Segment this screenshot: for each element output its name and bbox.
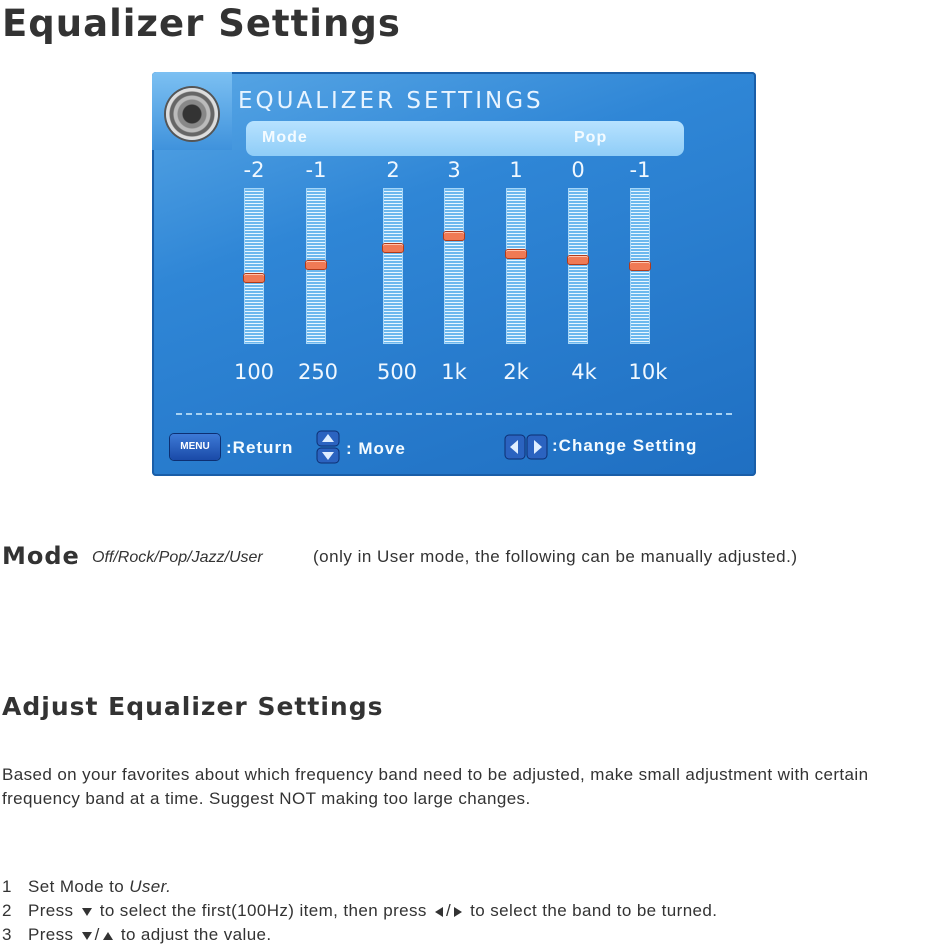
slider-knob[interactable]: [383, 244, 403, 252]
left-right-arrows-icon: [504, 434, 548, 460]
down-arrow-icon: [82, 932, 92, 940]
mode-options: Off/Rock/Pop/Jazz/User: [92, 549, 263, 566]
equalizer-osd-panel: [152, 72, 756, 476]
step-3: 3 Press / to adjust the value.: [2, 925, 272, 944]
step-text: Set Mode to: [28, 877, 130, 896]
step-2: 2 Press to select the first(100Hz) item, then press / to select the band to be turned.: [2, 901, 718, 920]
mode-selector[interactable]: [246, 121, 684, 156]
band-frequency: 2k: [503, 360, 529, 384]
step-text-user: User.: [129, 877, 172, 896]
step-text: Press: [28, 925, 79, 944]
up-down-arrows-icon: [316, 430, 340, 464]
step-number: 2: [2, 901, 12, 920]
slider-knob[interactable]: [244, 274, 264, 282]
mode-value: Pop: [574, 129, 608, 146]
move-hint: : Move: [346, 439, 406, 458]
slider-knob[interactable]: [568, 256, 588, 264]
band-value: 1: [509, 158, 523, 182]
menu-button[interactable]: MENU: [170, 434, 220, 460]
slider-knob[interactable]: [444, 232, 464, 240]
band-value: -1: [305, 158, 327, 182]
band-frequency: 4k: [571, 360, 597, 384]
change-setting-hint: :Change Setting: [552, 436, 698, 455]
band-value: -1: [629, 158, 651, 182]
mode-heading: Mode: [2, 542, 80, 570]
band-value: 3: [447, 158, 461, 182]
step-text: to adjust the value.: [115, 925, 272, 944]
band-value: -2: [243, 158, 265, 182]
step-text: Press: [28, 901, 79, 920]
band-frequency: 250: [297, 360, 339, 384]
band-slider-500[interactable]: [383, 188, 403, 344]
divider: [176, 413, 732, 415]
band-slider-100[interactable]: [244, 188, 264, 344]
return-hint: :Return: [226, 438, 294, 457]
band-slider-250[interactable]: [306, 188, 326, 344]
osd-title: EQUALIZER SETTINGS: [238, 88, 544, 114]
band-frequency: 100: [233, 360, 275, 384]
band-frequency: 500: [376, 360, 418, 384]
band-frequency: 10k: [628, 360, 668, 384]
up-arrow-icon: [103, 932, 113, 940]
step-text: to select the band to be turned.: [465, 901, 718, 920]
adjust-paragraph: Based on your favorites about which frequency band need to be adjusted, make small adjustment with certain frequency band at a time. Suggest NOT making too large changes.: [2, 765, 869, 808]
right-arrow-icon: [454, 907, 462, 917]
band-slider-4k[interactable]: [568, 188, 588, 344]
step-number: 3: [2, 925, 12, 944]
step-1: [2, 877, 171, 897]
adjust-heading: Adjust Equalizer Settings: [2, 692, 384, 721]
down-arrow-icon: [82, 908, 92, 916]
slider-knob[interactable]: [630, 262, 650, 270]
band-slider-10k[interactable]: [630, 188, 650, 344]
band-value: 2: [386, 158, 400, 182]
slider-knob[interactable]: [506, 250, 526, 258]
left-arrow-icon: [435, 907, 443, 917]
slider-knob[interactable]: [306, 261, 326, 269]
band-frequency: 1k: [441, 360, 467, 384]
step-number: 1: [2, 877, 12, 896]
speaker-icon: [166, 88, 218, 140]
step-text: to select the first(100Hz) item, then press: [94, 901, 432, 920]
band-value: 0: [571, 158, 585, 182]
band-slider-2k[interactable]: [506, 188, 526, 344]
page-title: Equalizer Settings: [2, 2, 401, 45]
mode-label: Mode: [262, 129, 308, 146]
mode-note: (only in User mode, the following can be manually adjusted.): [313, 547, 798, 566]
band-slider-1k[interactable]: [444, 188, 464, 344]
